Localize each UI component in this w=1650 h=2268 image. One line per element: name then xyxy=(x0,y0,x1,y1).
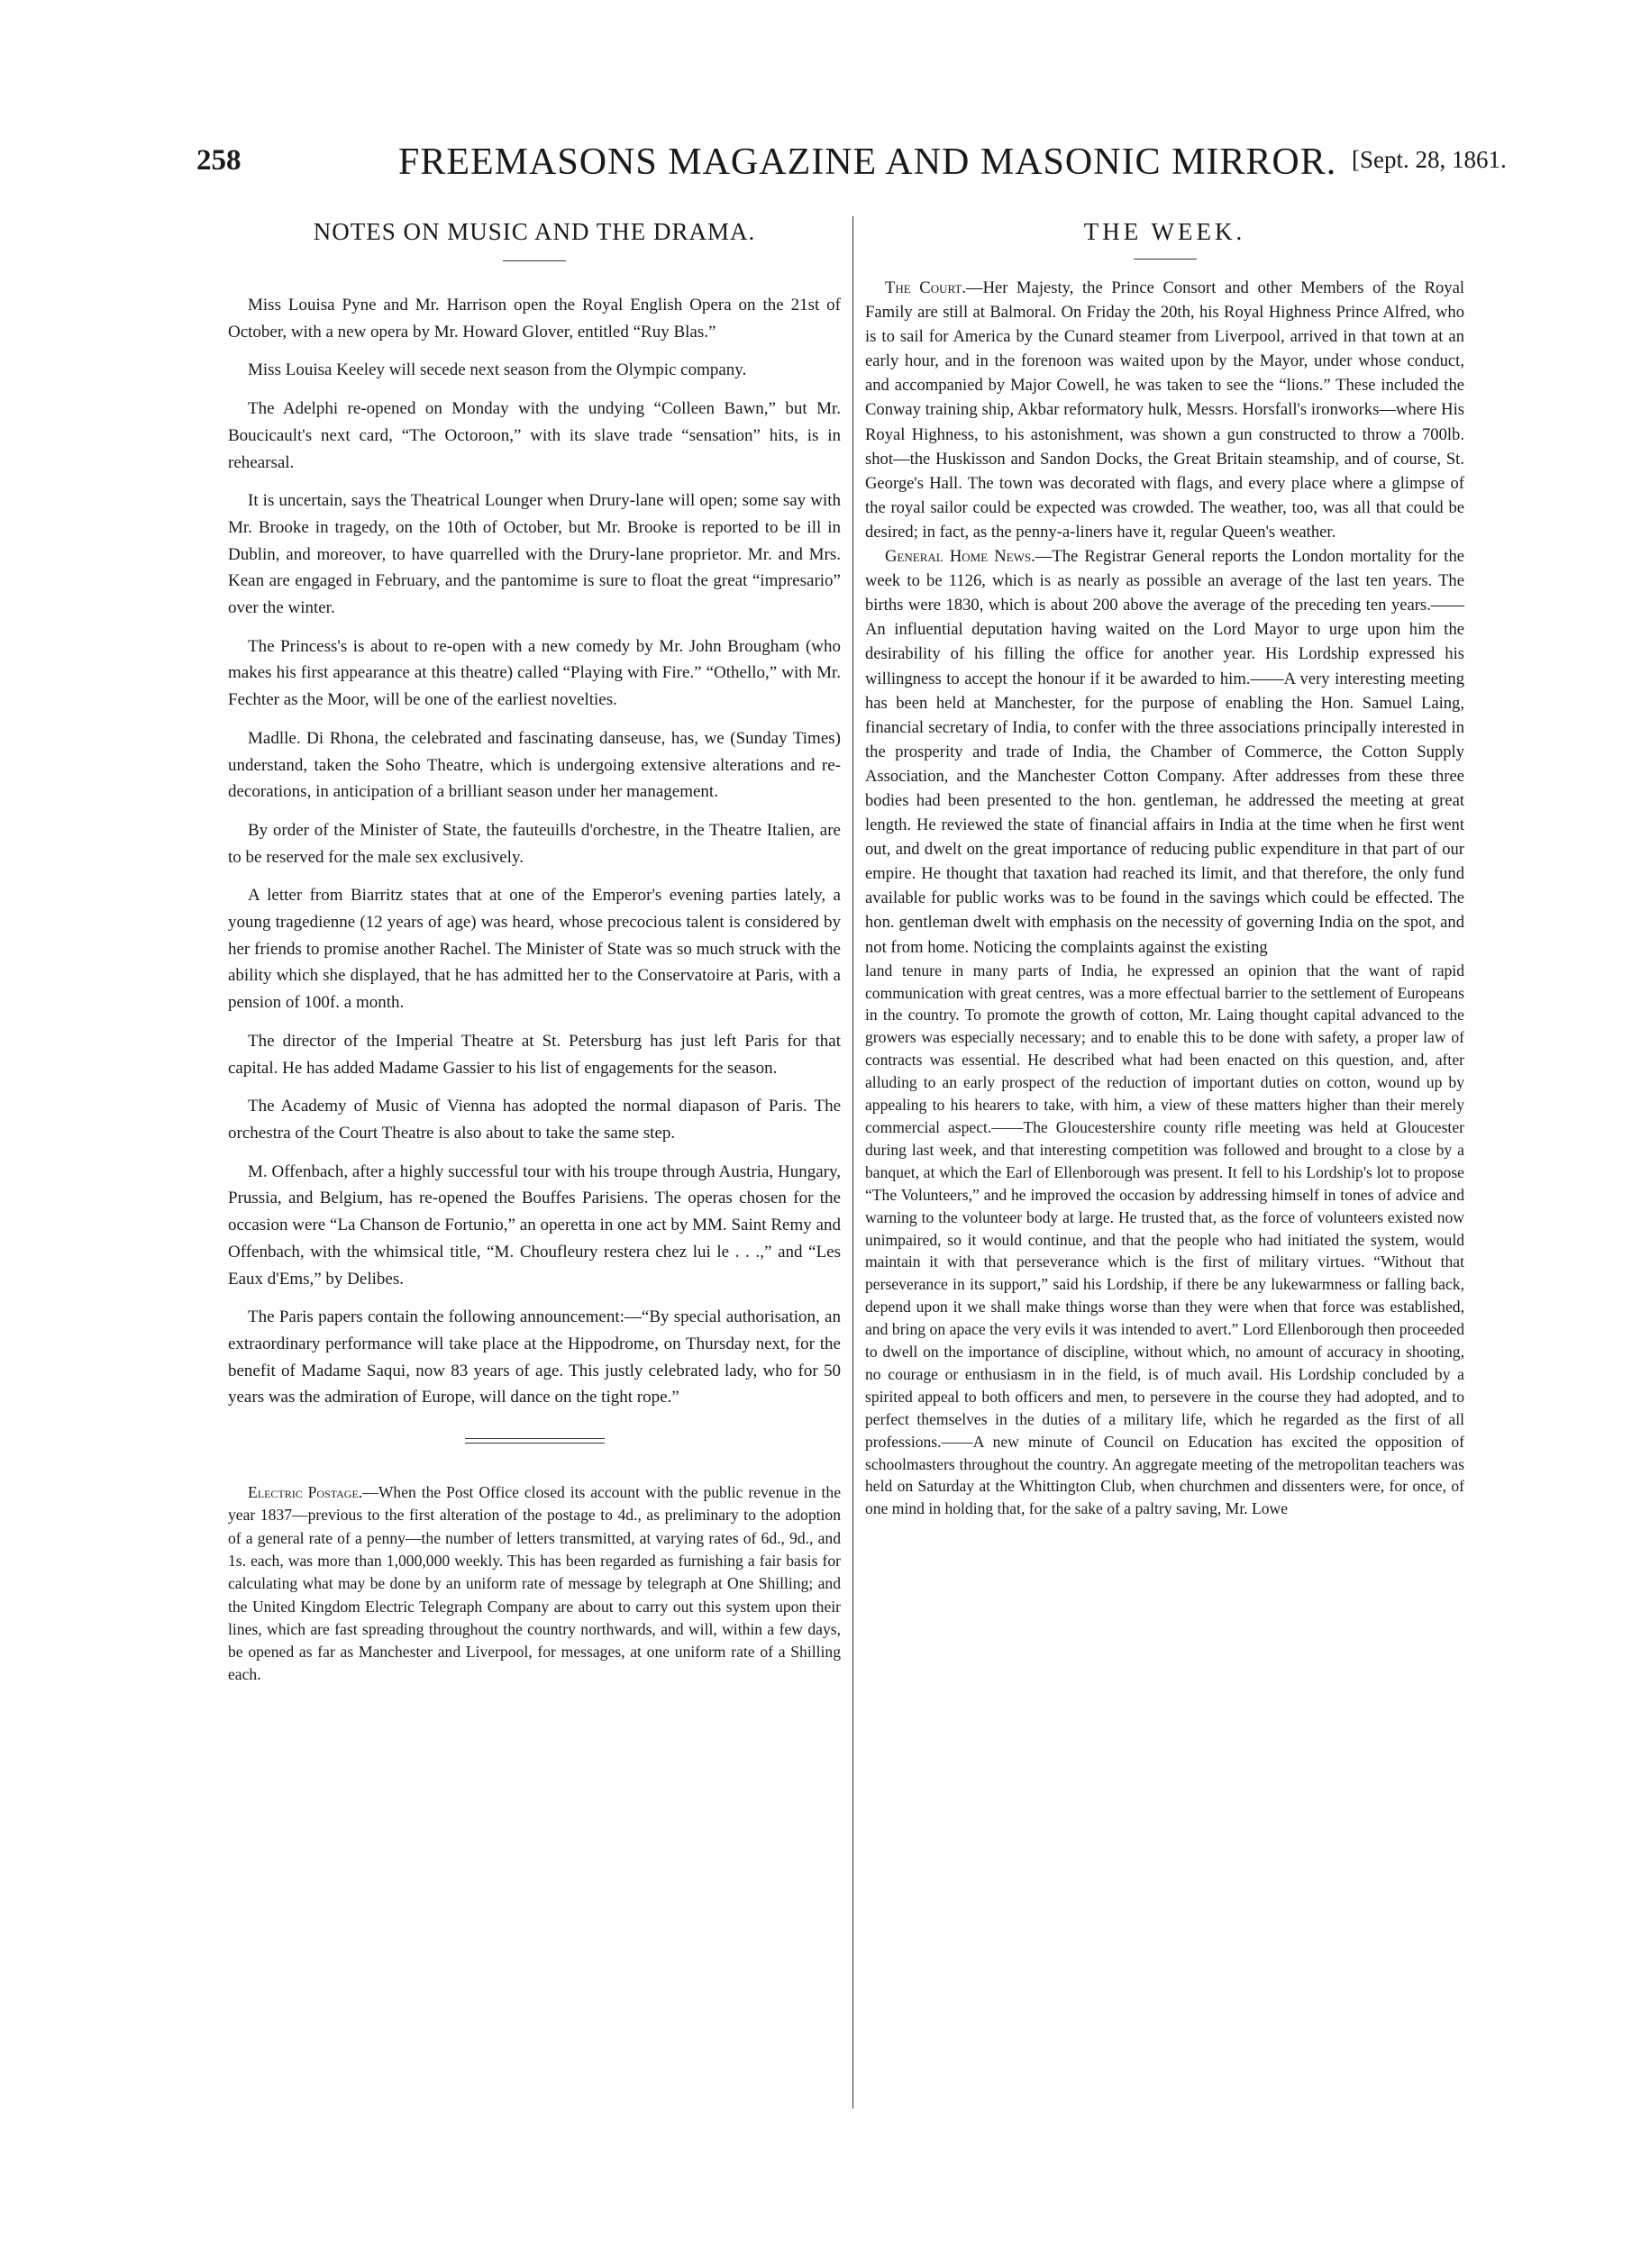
home-news-paragraph xyxy=(865,544,1464,960)
paragraph: M. Offenbach, after a highly successful tour with his troupe through Austria, Hungary, Prussia, and Belgium, has re-opened the Bouffes Parisiens. The operas chosen for the occasion were “La Chanson de Fortunio,” an operetta in one act by MM. Saint Remy and Offenbach, with the whimsical title, “M. Choufleury restera chez lui le . . .,” and “Les Eaux d'Ems,” by Delibes. xyxy=(228,1161,841,1289)
run-in-heading: Electric Postage. xyxy=(248,1483,363,1502)
issue-date: [Sept. 28, 1861. xyxy=(1352,146,1507,173)
publication-title: FREEMASONS MAGAZINE AND MASONIC MIRROR. xyxy=(398,141,1337,183)
paragraph: Miss Louisa Keeley will secede next season from the Olympic company. xyxy=(248,360,747,380)
court-paragraph xyxy=(865,276,1464,544)
paragraph: Madlle. Di Rhona, the celebrated and fascinating danseuse, has, we (Sunday Times) understand, taken the Soho Theatre, which is undergoing extensive alterations and re-decorations, in anticipation of a brilliant season under her management. xyxy=(228,728,841,802)
column-divider xyxy=(852,216,853,2109)
paragraph-body: —When the Post Office closed its account with the public revenue in the year 1837—previous to the first alteration of the postage to 4d., as preliminary to the adoption of a general rate of a penny—the number of letters transmitted, at varying rates of 6d., 9d., and 1s. each, was more than 1,000,000 weekly. This has been regarded as furnishing a fair basis for calculating what may be done by an uniform rate of message by telegraph at One Shilling; and the United Kingdom Electric Telegraph Company are about to carry out this system upon their lines, which are fast spreading throughout the country northwards, and will, within a few days, be opened as far as Manchester and Liverpool, for messages, at one uniform rate of a Shilling each. xyxy=(228,1483,842,1684)
right-column xyxy=(865,216,1464,1520)
paragraph: It is uncertain, says the Theatrical Lounger when Drury-lane will open; some say with Mr. Brooke in tragedy, on the 10th of October, but Mr. Brooke is reported to be ill in Dublin, and moreover, to have quarrelled with the Drury-lane proprietor. Mr. and Mrs. Kean are engaged in February, and the pantomime is sure to float the great “impresario” over the winter. xyxy=(228,491,841,618)
section-heading-the-week: THE WEEK. xyxy=(1083,218,1246,245)
run-in-heading: The Court. xyxy=(885,278,966,297)
paragraph: The Princess's is about to re-open with a new comedy by Mr. John Brougham (who makes his first appearance at this theatre) called “Playing with Fire.” “Othello,” with Mr. Fechter as the Moor, will be one of the earliest novelties. xyxy=(228,636,841,710)
paragraph: Miss Louisa Pyne and Mr. Harrison open the Royal English Opera on the 21st of October, with a new opera by Mr. Howard Glover, entitled “Ruy Blas.” xyxy=(228,296,841,342)
run-in-heading: General Home News. xyxy=(885,547,1035,567)
paragraph: By order of the Minister of State, the fauteuills d'orchestre, in the Theatre Italien, are to be reserved for the male sex exclusively. xyxy=(228,820,841,867)
home-news-continued: land tenure in many parts of India, he expressed an opinion that the want of rapid communication with great centres, was a more effectual barrier to the settlement of Europeans in the country. To promote the growth of cotton, Mr. Laing thought capital advanced to the growers was especially necessary; and to enable this to be done with safety, a proper law of contracts was essential. He described what had been enacted on this question, and, after alluding to an early prospect of the reduction of important duties on cotton, wound up by appealing to his hearers to take, with him, a view of these matters higher than their merely commercial aspect.——The Gloucestershire county rifle meeting was held at Gloucester during last week, and that interesting competition was followed and brought to a close by a banquet, at which the Earl of Ellenborough was present. It fell to his Lordship's lot to propose “The Volunteers,” and he improved the occasion by addressing himself in tones of advice and warning to the volunteer body at large. He trusted that, as the force of volunteers existed now unimpaired, so it would continue, and that the people who had initiated the system, would maintain it with that perseverance which is the first of military virtues. “Without that perseverance in its support,” said his Lordship, if there be any lukewarmness or falling back, depend upon it we shall make things worse than they were when that force was established, and bring on apace the very evils it was intended to avert.” Lord Ellenborough then proceeded to dwell on the importance of discipline, without which, no amount of accuracy in shooting, no courage or enthusiasm in in the field, is of much avail. His Lordship concluded by a spirited appeal to both officers and men, to persevere in the course they had adopted, and to perfect themselves in the duties of a military life, which he regarded as the first of all professions.——A new minute of Council on Education has excited the opposition of schoolmasters throughout the country. An aggregate meeting of the metropolitan teachers was held on Saturday at the Whittington Club, when churchmen and dissenters were, for once, of one mind in holding that, for the sake of a paltry saving, Mr. Lowe xyxy=(865,961,1464,1518)
electric-postage-paragraph xyxy=(228,1481,841,1687)
heading-rule xyxy=(503,260,566,261)
paragraph: The Paris papers contain the following announcement:—“By special authorisation, an extraordinary performance will take place at the Hippodrome, on Thursday next, for the benefit of Madame Saqui, now 83 years of age. This justly celebrated lady, who for 50 years was the admiration of Europe, will dance on the tight rope.” xyxy=(228,1307,841,1407)
page-header xyxy=(0,141,1650,195)
paragraph-body: —Her Majesty, the Prince Consort and other Members of the Royal Family are still at Balmoral. On Friday the 20th, his Royal Highness Prince Alfred, who is to sail for America by the Cunard steamer from Liverpool, arrived in that town at an early hour, and in the forenoon was waited upon by the Mayor, under whose conduct, and accompanied by Major Cowell, he was taken to see the “lions.” These included the Conway training ship, Akbar reformatory hulk, Messrs. Horsfall's ironworks—where His Royal Highness, to his astonishment, was shown a gun constructed to throw a 700lb. shot—the Huskisson and Sandon Docks, the Great Britain steamship, and of course, St. George's Hall. The town was decorated with flags, and every place where a glimpse of the royal sailor could be expected was crowded. The weather, too, was all that could be desired; in fact, as the penny-a-liners have it, regular Queen's weather. xyxy=(865,278,1464,542)
paragraph: The director of the Imperial Theatre at St. Petersburg has just left Paris for that capital. He has added Madame Gassier to his list of engagements for the season. xyxy=(228,1031,841,1078)
paragraph-body: —The Registrar General reports the London mortality for the week to be 1126, which is as nearly as possible an average of the last ten years. The births were 1830, which is about 200 above the average of the preceding ten years.——An influential deputation having waited on the Lord Mayor to urge upon him the desirability of his filling the office for another year. His Lordship expressed his willingness to accept the honour if it be awarded to him.——A very interesting meeting has been held at Manchester, for the purpose of enabling the Hon. Samuel Laing, financial secretary of India, to confer with the three associations principally interested in the prosperity and trade of India, the Chamber of Commerce, the Cotton Supply Association, and the Manchester Cotton Company. After addresses from these three bodies had been presented to the hon. gentleman, he addressed the meeting at great length. He reviewed the state of financial affairs in India at the time when he first went out, and dwelt on the great importance of reducing public expenditure in that part of our empire. He thought that taxation had reached its limit, and that therefore, the only fund available for public works was to be found in the savings which could be effected. The hon. gentleman dwelt with emphasis on the necessity of governing India on the spot, and not from home. Noticing the complaints against the existing xyxy=(865,547,1465,957)
heading-rule xyxy=(1134,259,1197,260)
section-heading-music-drama: NOTES ON MUSIC AND THE DRAMA. xyxy=(313,218,756,245)
left-column xyxy=(228,216,841,1699)
paragraph: A letter from Biarritz states that at one of the Emperor's evening parties lately, a young tragedienne (12 years of age) was heard, whose precocious talent is considered by her friends to promise another Rachel. The Minister of State was so much struck with the ability which she displayed, that he has admitted her to the Conservatoire at Paris, with a pension of 100f. a month. xyxy=(228,886,841,1013)
page-number: 258 xyxy=(196,144,242,177)
paragraph: The Academy of Music of Vienna has adopted the normal diapason of Paris. The orchestra of the Court Theatre is also about to take the same step. xyxy=(228,1097,841,1143)
paragraph: The Adelphi re-opened on Monday with the undying “Colleen Bawn,” but Mr. Boucicault's next card, “The Octoroon,” with its slave trade “sensation” hits, is in rehearsal. xyxy=(228,399,841,472)
section-double-rule xyxy=(465,1438,605,1444)
